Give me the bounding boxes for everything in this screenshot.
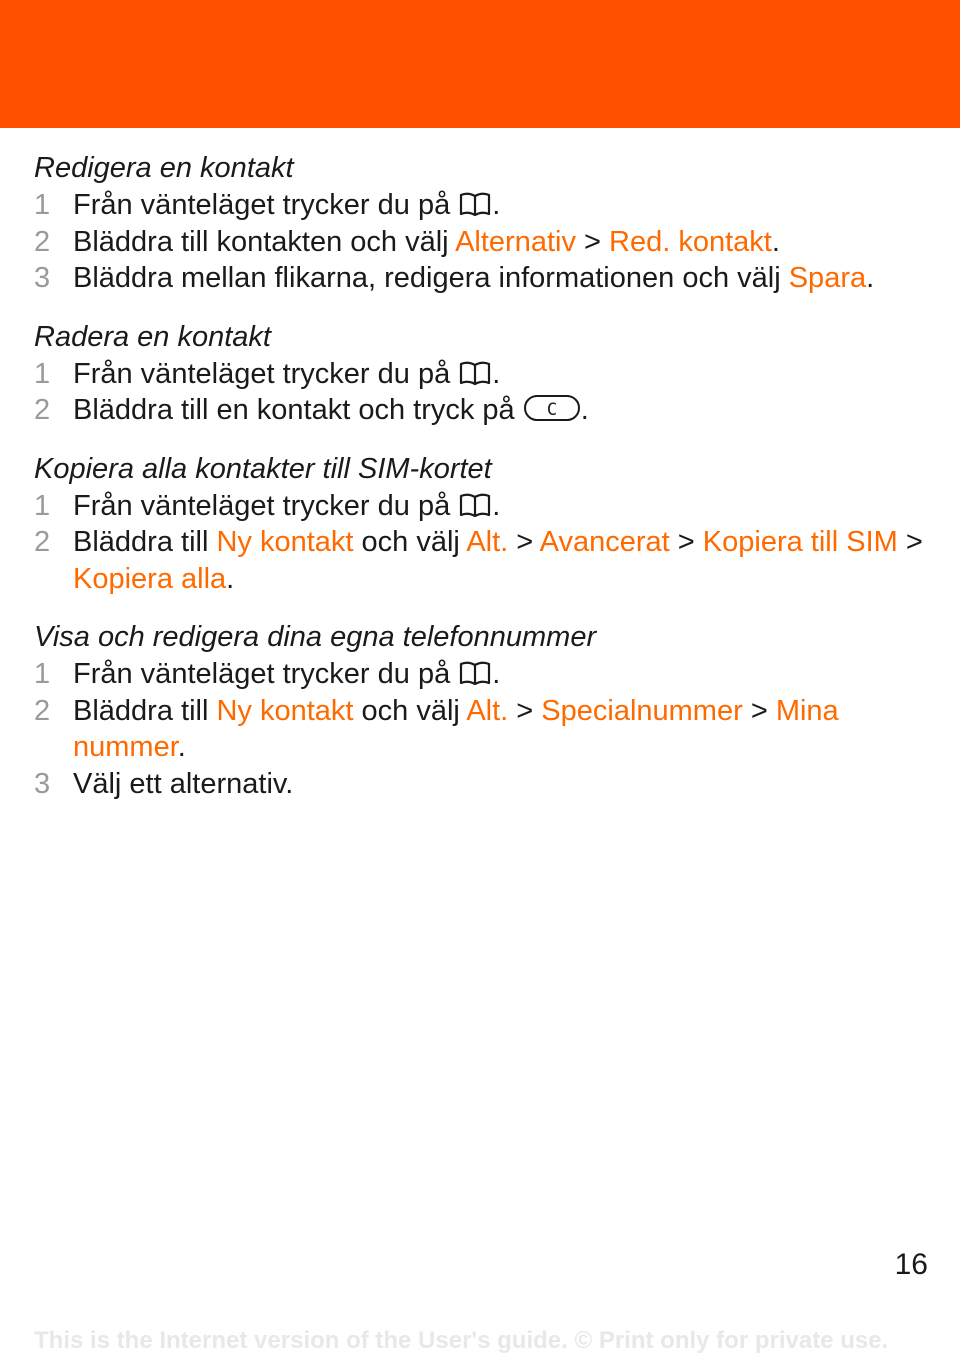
- footer-notice: This is the Internet version of the User's guide. © Print only for private use.: [34, 1327, 889, 1354]
- instruction-section: [34, 319, 934, 429]
- step-text: .: [492, 489, 501, 522]
- section-heading: Visa och redigera dina egna telefonnummer: [34, 621, 597, 653]
- menu-path-term: Ny kontakt: [216, 694, 354, 727]
- step-number: 3: [34, 262, 51, 294]
- step-item: [34, 693, 934, 766]
- menu-path-term: Kopiera till SIM: [702, 526, 898, 558]
- step-text: .: [492, 189, 501, 221]
- step-number: 2: [34, 394, 51, 426]
- step-text: >: [897, 526, 923, 558]
- step-item: [34, 766, 934, 803]
- step-item: [34, 392, 934, 429]
- step-text: .: [866, 262, 875, 294]
- step-item: [34, 356, 934, 393]
- menu-path-term: Alt.: [466, 526, 509, 558]
- step-item: [34, 656, 934, 693]
- step-text: .: [492, 357, 501, 390]
- step-text: .: [580, 394, 589, 426]
- step-text: Bläddra till kontakten och välj: [73, 225, 456, 258]
- menu-path-term: Alt.: [466, 694, 509, 727]
- step-number: 2: [34, 694, 51, 727]
- step-number: 1: [34, 189, 51, 221]
- menu-path-term: Kopiera alla: [73, 562, 227, 595]
- step-text: och välj: [353, 526, 467, 558]
- step-item: [34, 260, 934, 297]
- page-number: 16: [894, 1248, 928, 1281]
- step-item: [34, 224, 934, 261]
- step-text: >: [508, 526, 540, 558]
- menu-path-term: Alternativ: [455, 225, 576, 258]
- step-text: >: [575, 225, 610, 258]
- c-key-label: C: [546, 400, 557, 420]
- step-text: Från vänteläget trycker du på: [73, 489, 459, 522]
- book-icon: [458, 659, 492, 687]
- step-text: Från vänteläget trycker du på: [73, 189, 459, 221]
- section-heading: Kopiera alla kontakter till SIM-kortet: [34, 452, 492, 485]
- step-number: 1: [34, 357, 51, 390]
- c-key-icon: [523, 393, 581, 423]
- instruction-section: [34, 451, 934, 598]
- step-text: >: [508, 694, 542, 727]
- menu-path-term: Red. kontakt: [609, 225, 772, 258]
- step-text: och välj: [353, 694, 467, 727]
- section-heading: Radera en kontakt: [34, 320, 271, 353]
- instruction-section: [34, 619, 934, 802]
- step-text: Bläddra till: [73, 694, 217, 727]
- top-color-bar: [0, 0, 960, 128]
- step-text: .: [771, 225, 780, 258]
- book-icon: [458, 491, 492, 519]
- book-icon: [458, 359, 492, 387]
- step-number: 1: [34, 489, 51, 522]
- step-text: >: [669, 526, 703, 558]
- step-number: 2: [34, 225, 51, 258]
- menu-path-term: Ny kontakt: [216, 526, 354, 558]
- menu-path-term: Spara: [788, 262, 867, 294]
- book-icon: [458, 190, 492, 218]
- step-text: Från vänteläget trycker du på: [73, 658, 459, 690]
- section-heading: Redigera en kontakt: [34, 152, 294, 184]
- step-text: >: [742, 694, 776, 727]
- menu-path-term: Avancerat: [539, 526, 670, 558]
- step-text: Från vänteläget trycker du på: [73, 357, 459, 390]
- step-text: Bläddra mellan flikarna, redigera informationen och välj: [73, 262, 789, 294]
- step-number: 2: [34, 526, 51, 558]
- step-text: Välj ett alternativ.: [73, 767, 294, 800]
- document-content: [34, 150, 934, 824]
- step-text: Bläddra till: [73, 526, 217, 558]
- step-item: [34, 524, 934, 597]
- menu-path-term: Specialnummer: [541, 694, 743, 727]
- menu-path-term: Mina nummer: [73, 694, 839, 763]
- step-text: .: [177, 731, 186, 763]
- step-item: [34, 187, 934, 224]
- step-number: 1: [34, 658, 51, 690]
- step-text: .: [492, 658, 501, 690]
- instruction-section: [34, 150, 934, 297]
- step-text: .: [226, 562, 235, 595]
- step-item: [34, 488, 934, 525]
- step-text: Bläddra till en kontakt och tryck på: [73, 394, 523, 426]
- step-number: 3: [34, 767, 51, 800]
